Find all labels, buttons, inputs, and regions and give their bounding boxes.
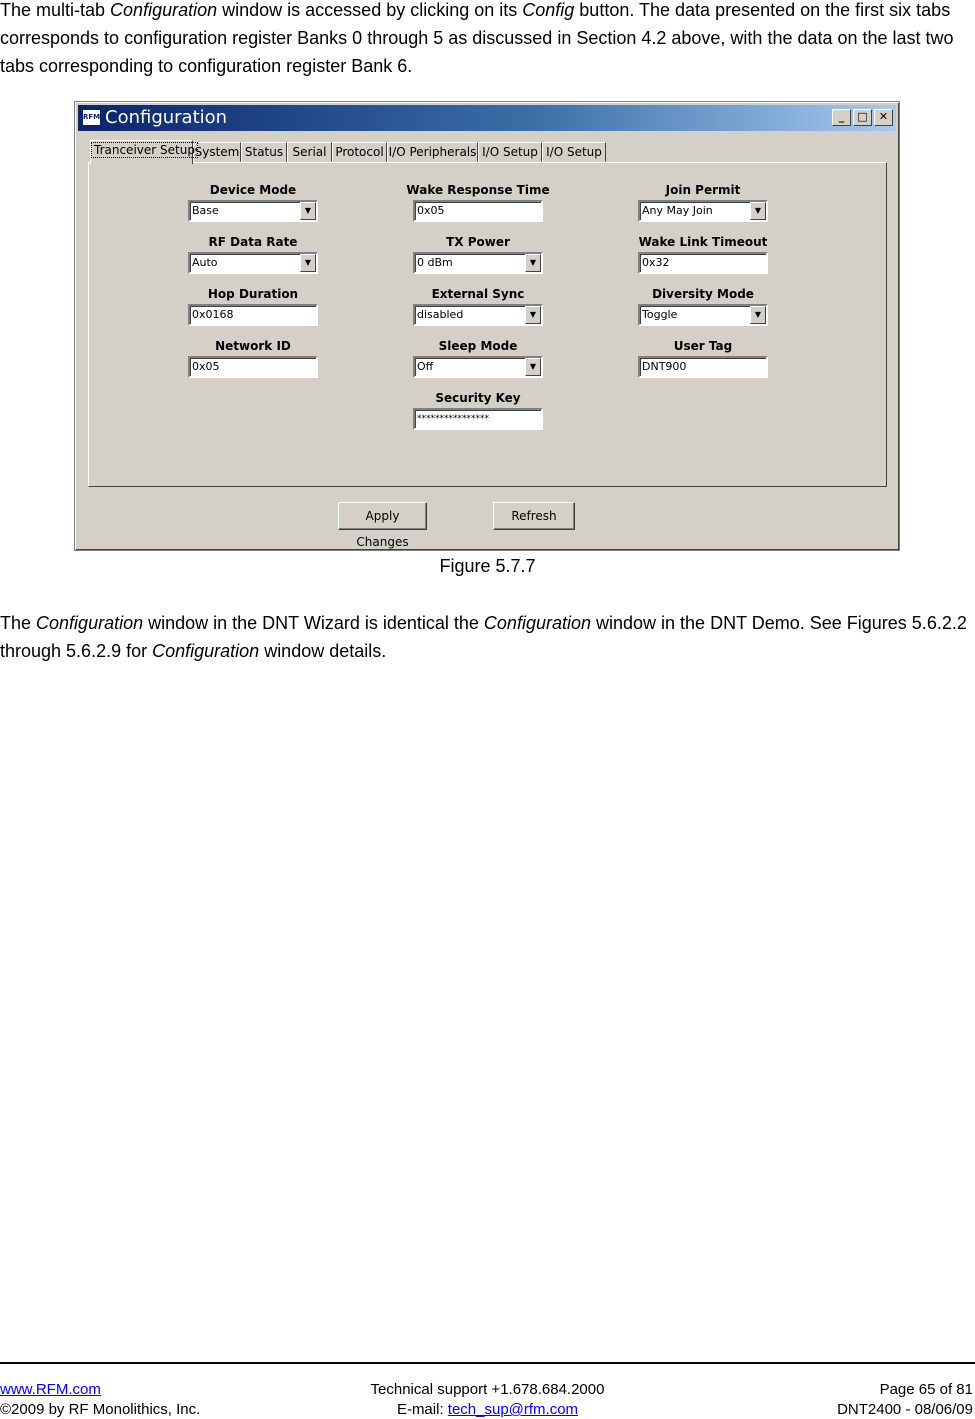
join-permit-label: Join Permit [665, 183, 741, 197]
network-id-label: Network ID [215, 339, 291, 353]
tab-status[interactable]: Status [241, 142, 287, 162]
wake-link-timeout-input[interactable]: 0x32 [638, 252, 768, 274]
tab-io-setup-1[interactable]: I/O Setup [478, 142, 542, 162]
apply-changes-button[interactable]: Apply Changes [338, 502, 427, 530]
rfm-app-icon: RFM [82, 109, 101, 126]
device-mode-dropdown[interactable] [188, 200, 318, 222]
tx-power-value: 0 dBm [417, 256, 453, 269]
figure-caption: Figure 5.7.7 [439, 556, 536, 576]
security-key-label: Security Key [435, 391, 521, 405]
join-permit-value: Any May Join [642, 204, 713, 217]
tab-label: Tranceiver Setup [91, 142, 198, 158]
tab-tranceiver-setup[interactable] [90, 140, 193, 164]
email-link[interactable]: tech_sup@rfm.com [447, 1401, 579, 1418]
external-sync-value: disabled [417, 308, 464, 321]
diversity-mode-label: Diversity Mode [652, 287, 754, 301]
chevron-down-icon[interactable]: ▼ [750, 306, 766, 324]
tab-io-setup-2[interactable]: I/O Setup [542, 142, 606, 162]
sleep-mode-dropdown[interactable] [413, 356, 543, 378]
title-bar[interactable] [78, 105, 896, 131]
page-number: Page 65 of 81 [879, 1381, 973, 1398]
security-key-input[interactable]: **************** [413, 408, 543, 430]
tab-serial[interactable]: Serial [287, 142, 332, 162]
tx-power-dropdown[interactable] [413, 252, 543, 274]
chevron-down-icon[interactable]: ▼ [525, 358, 541, 376]
sleep-mode-value: Off [417, 360, 434, 373]
refresh-button[interactable]: Refresh [493, 502, 575, 530]
tab-system[interactable]: System [193, 142, 241, 162]
external-sync-dropdown[interactable] [413, 304, 543, 326]
tech-support: Technical support +1.678.684.2000 [370, 1381, 605, 1398]
hop-duration-label: Hop Duration [207, 287, 299, 301]
chevron-down-icon[interactable]: ▼ [300, 202, 316, 220]
diversity-mode-value: Toggle [642, 308, 678, 321]
network-id-input[interactable]: 0x05 [188, 356, 318, 378]
wake-response-time-input[interactable]: 0x05 [413, 200, 543, 222]
device-mode-label: Device Mode [209, 183, 297, 197]
configuration-window [74, 101, 900, 551]
diversity-mode-dropdown[interactable] [638, 304, 768, 326]
minimize-button[interactable]: _ [832, 109, 851, 126]
maximize-button[interactable]: □ [853, 109, 872, 126]
hop-duration-input[interactable]: 0x0168 [188, 304, 318, 326]
window-title: Configuration [105, 107, 228, 128]
chevron-down-icon[interactable]: ▼ [525, 306, 541, 324]
chevron-down-icon[interactable]: ▼ [525, 254, 541, 272]
user-tag-label: User Tag [673, 339, 733, 353]
rf-data-rate-dropdown[interactable] [188, 252, 318, 274]
tab-io-peripherals[interactable]: I/O Peripherals [387, 142, 478, 162]
external-sync-label: External Sync [431, 287, 525, 301]
wake-link-timeout-label: Wake Link Timeout [638, 235, 768, 249]
close-button[interactable]: ✕ [874, 109, 893, 126]
doc-id: DNT2400 - 08/06/09 [837, 1401, 973, 1418]
website-link[interactable]: www.RFM.com [0, 1381, 101, 1398]
wake-response-time-label: Wake Response Time [406, 183, 550, 197]
footer-rule [0, 1362, 975, 1364]
chevron-down-icon[interactable]: ▼ [750, 202, 766, 220]
join-permit-dropdown[interactable] [638, 200, 768, 222]
email-line: E-mail: tech_sup@rfm.com [396, 1401, 579, 1418]
user-tag-input[interactable]: DNT900 [638, 356, 768, 378]
copyright: ©2009 by RF Monolithics, Inc. [0, 1401, 201, 1418]
rf-data-rate-label: RF Data Rate [208, 235, 298, 249]
body-paragraph: The Configuration window in the DNT Wizard is identical the Configuration window in the DNT Demo. See Figures 5.6.2.2 through 5.6.2.9 for Configuration window details. [0, 613, 967, 661]
intro-paragraph: The multi-tab Configuration window is accessed by clicking on its Config button. The data presented on the first six tabs corresponds to configuration register Banks 0 through 5 as discussed in Section 4.2 above, with the data on the last two tabs corresponding to configuration register Bank 6. [0, 0, 954, 76]
tx-power-label: TX Power [446, 235, 510, 249]
tab-protocol[interactable]: Protocol [332, 142, 387, 162]
sleep-mode-label: Sleep Mode [438, 339, 518, 353]
device-mode-value: Base [192, 204, 219, 217]
chevron-down-icon[interactable]: ▼ [300, 254, 316, 272]
rf-data-rate-value: Auto [192, 256, 218, 269]
